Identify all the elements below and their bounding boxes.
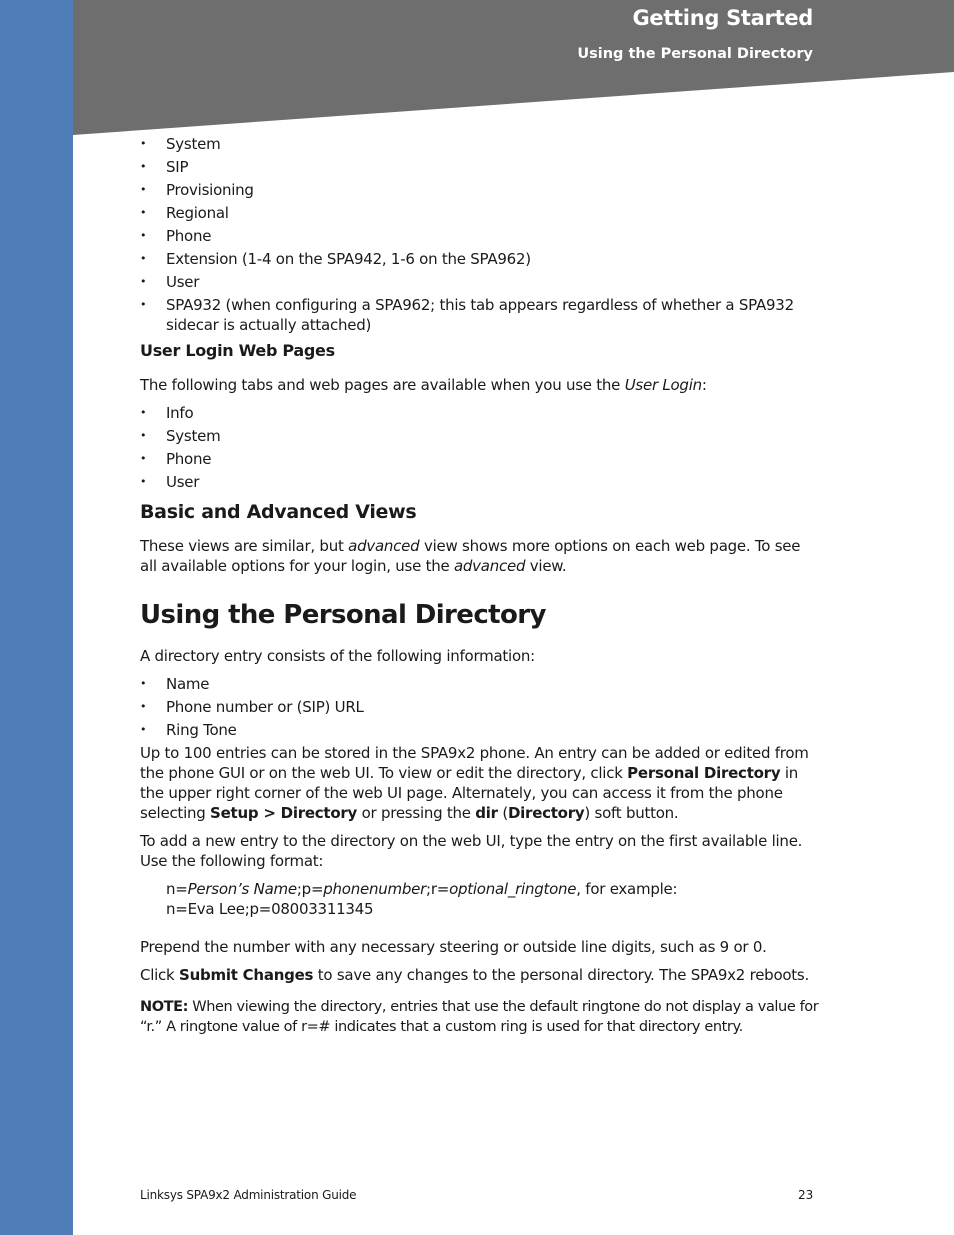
format-example: n=Eva Lee;p=08003311345 [166,900,374,918]
list-item: • Name [140,674,820,694]
directory-paragraph-3: Prepend the number with any necessary steering or outside line digits, such as 9 or 0. [140,938,767,956]
list-item: • Info [140,403,820,423]
p-text: to save any changes to the personal directory. The SPA9x2 reboots. [313,966,810,984]
user-login-intro [140,375,820,395]
list-item: • Phone [140,226,820,246]
views-emphasis: advanced [348,537,420,555]
list-item: • Extension (1-4 on the SPA942, 1-6 on the SPA962) [140,249,820,269]
page-number: 23 [798,1188,814,1202]
views-text: view shows more options on each web page. To see all available options for your login, use the [140,537,801,575]
directory-paragraph-4 [140,965,820,985]
list-item: • SIP [140,157,820,177]
header-subtitle: Using the Personal Directory [577,46,813,62]
list-item: • Provisioning [140,180,820,200]
format-text: n= [166,880,188,898]
list-item: • Phone [140,449,820,469]
p-bold: Setup > Directory [210,804,358,822]
p-text: ( [497,804,508,822]
page-content [140,134,820,1037]
intro-emphasis: User Login [624,376,702,394]
list-item: • System [140,426,820,446]
note [140,997,820,1037]
note-label: NOTE: [140,999,189,1015]
header-band [73,0,954,140]
views-heading: Basic and Advanced Views [140,501,417,523]
directory-paragraph-1 [140,743,820,823]
list-item: • User [140,472,820,492]
header-title: Getting Started [632,6,813,30]
p-text: Click [140,966,180,984]
intro-text: The following tabs and web pages are available when you use the [140,376,625,394]
list-item: • System [140,134,820,154]
format-emphasis: Person’s Name [187,880,297,898]
list-item: • User [140,272,820,292]
p-text: or pressing the [357,804,476,822]
list-item: • Ring Tone [140,720,820,740]
format-line [166,879,820,899]
format-block [140,879,820,919]
format-emphasis: optional_ringtone [449,880,577,898]
p-bold: Personal Directory [627,764,781,782]
views-paragraph [140,536,820,576]
p-text: ) soft button. [584,804,679,822]
format-emphasis: phonenumber [323,880,427,898]
directory-intro: A directory entry consists of the following information: [140,647,535,665]
views-emphasis: advanced [453,557,526,575]
tabs-list [140,134,820,335]
directory-entry-list [140,674,820,740]
views-text: These views are similar, but [140,537,349,555]
views-text: view. [525,557,567,575]
list-item: • SPA932 (when configuring a SPA962; this tab appears regardless of whether a SPA932 sidecar is actually attached) [140,295,820,335]
user-login-list [140,403,820,492]
format-text: , for example: [576,880,678,898]
footer-title: Linksys SPA9x2 Administration Guide [140,1188,357,1202]
left-sidebar-band [0,0,73,1235]
p-bold: Submit Changes [179,966,314,984]
user-login-heading: User Login Web Pages [140,341,335,360]
format-text: ;r= [426,880,450,898]
p-text: in the upper right corner of the web UI page. Alternately, you can access it from the phone selecting [140,764,799,822]
p-bold: Directory [507,804,585,822]
header-band-shape [73,0,954,140]
intro-text-end: : [701,376,707,394]
p-bold: dir [475,804,498,822]
list-item: • Regional [140,203,820,223]
list-item: • Phone number or (SIP) URL [140,697,820,717]
note-text: When viewing the directory, entries that use the default ringtone do not display a value for “r.” A ringtone value of r=# indicates that a custom ring is used for that directory entry. [140,999,819,1035]
p-text: Up to 100 entries can be stored in the SPA9x2 phone. An entry can be added or edited from the phone GUI or on the web UI. To view or edit the directory, click [140,744,809,782]
format-text: ;p= [296,880,324,898]
section-heading: Using the Personal Directory [140,600,546,630]
directory-paragraph-2: To add a new entry to the directory on the web UI, type the entry on the first available line. Use the following format: [140,832,803,870]
